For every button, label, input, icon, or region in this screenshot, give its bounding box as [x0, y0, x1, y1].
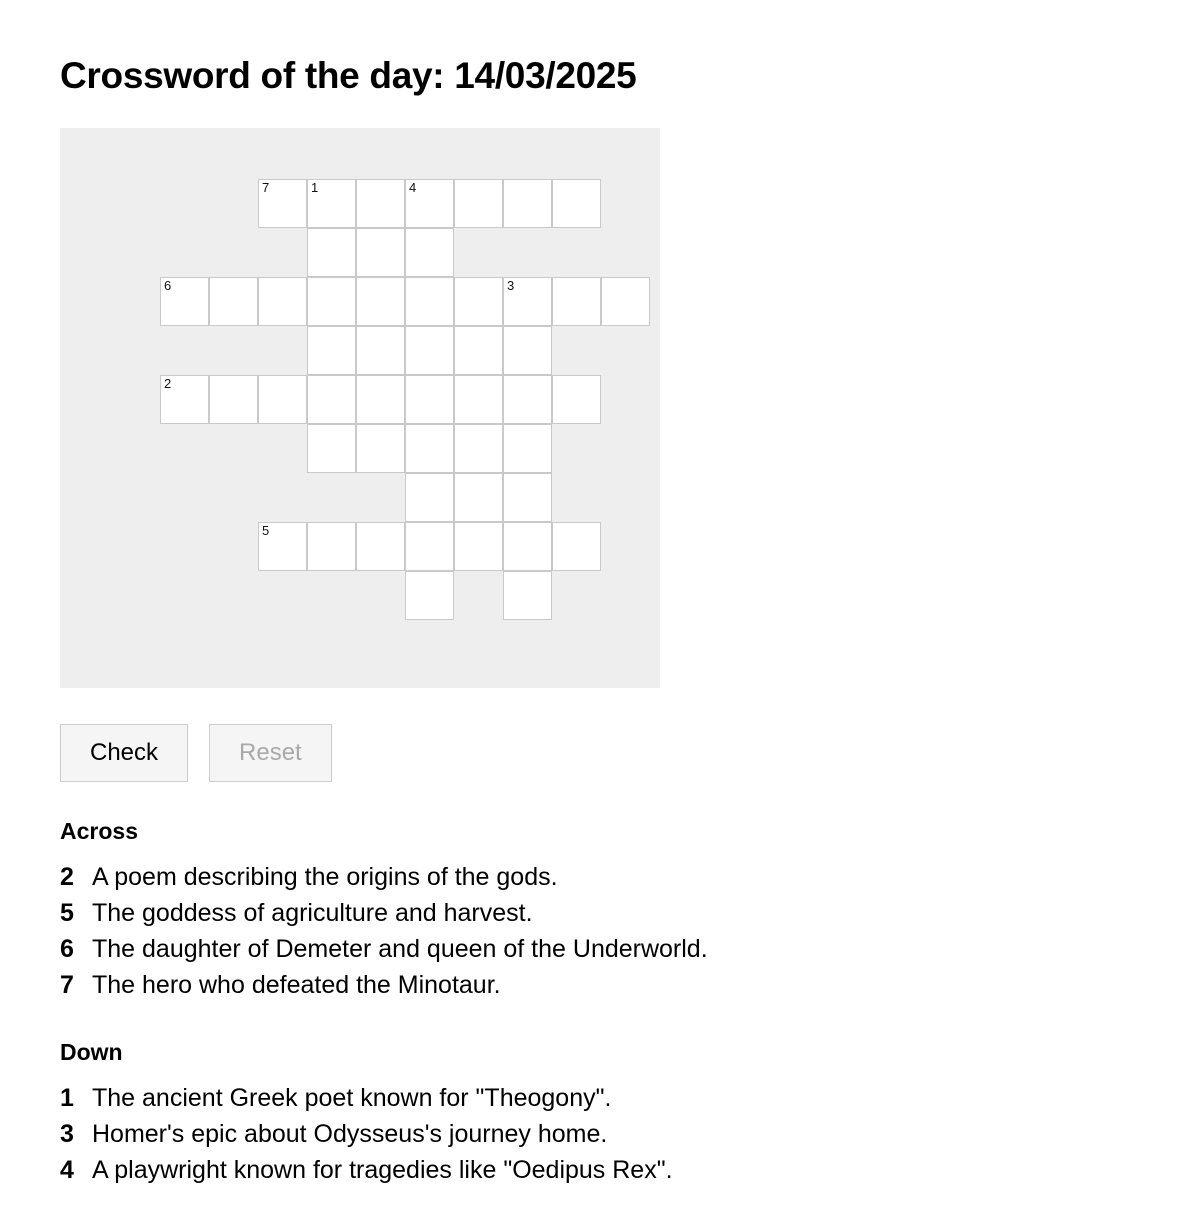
cell-input[interactable]	[504, 572, 551, 619]
crossword-cell[interactable]	[307, 228, 356, 277]
across-clue-item[interactable]	[60, 859, 1200, 895]
crossword-cell[interactable]	[160, 375, 209, 424]
clue-text: The daughter of Demeter and queen of the Underworld.	[92, 935, 708, 964]
cell-input[interactable]	[504, 474, 551, 521]
cell-input[interactable]	[455, 425, 502, 472]
clue-text: The goddess of agriculture and harvest.	[92, 899, 533, 928]
crossword-grid[interactable]	[60, 128, 660, 688]
clue-number: 5	[60, 899, 74, 928]
clue-number: 6	[60, 935, 74, 964]
cell-input[interactable]	[161, 376, 208, 423]
cell-number: 3	[507, 278, 515, 293]
cell-input[interactable]	[357, 425, 404, 472]
crossword-cell[interactable]	[405, 522, 454, 571]
crossword-cell[interactable]	[405, 228, 454, 277]
cell-input[interactable]	[406, 572, 453, 619]
cell-input[interactable]	[504, 425, 551, 472]
cell-input[interactable]	[357, 180, 404, 227]
clue-number: 3	[60, 1120, 74, 1149]
crossword-cell[interactable]	[552, 277, 601, 326]
cell-input[interactable]	[504, 180, 551, 227]
crossword-cell[interactable]	[405, 473, 454, 522]
cell-input[interactable]	[406, 523, 453, 570]
across-heading: Across	[60, 818, 138, 845]
crossword-cell[interactable]	[307, 522, 356, 571]
crossword-cell[interactable]	[405, 277, 454, 326]
clue-number: 1	[60, 1084, 74, 1113]
crossword-cell[interactable]	[454, 375, 503, 424]
crossword-cell[interactable]	[503, 473, 552, 522]
cell-input[interactable]	[504, 376, 551, 423]
down-clue-item[interactable]	[60, 1080, 1200, 1116]
clue-number: 7	[60, 971, 74, 1000]
cell-input[interactable]	[406, 180, 453, 227]
cell-input[interactable]	[504, 278, 551, 325]
crossword-cell[interactable]	[405, 571, 454, 620]
cell-input[interactable]	[357, 278, 404, 325]
cell-input[interactable]	[357, 229, 404, 276]
crossword-cell[interactable]	[258, 375, 307, 424]
crossword-cell[interactable]	[454, 522, 503, 571]
clue-text: A playwright known for tragedies like "Oedipus Rex".	[92, 1156, 673, 1185]
crossword-grid-panel	[60, 128, 660, 688]
cell-input[interactable]	[455, 376, 502, 423]
crossword-cell[interactable]	[503, 277, 552, 326]
reset-button[interactable]: Reset	[209, 724, 332, 782]
cell-input[interactable]	[161, 278, 208, 325]
down-clue-item[interactable]	[60, 1116, 1200, 1152]
crossword-cell[interactable]	[503, 571, 552, 620]
cell-input[interactable]	[553, 180, 600, 227]
crossword-cell[interactable]	[503, 375, 552, 424]
cell-input[interactable]	[455, 180, 502, 227]
cell-input[interactable]	[357, 523, 404, 570]
crossword-cell[interactable]	[356, 424, 405, 473]
clue-number: 4	[60, 1156, 74, 1185]
crossword-cell[interactable]	[405, 179, 454, 228]
cell-input[interactable]	[455, 327, 502, 374]
clue-text: The ancient Greek poet known for "Theogony".	[92, 1084, 612, 1113]
cell-input[interactable]	[357, 327, 404, 374]
crossword-cell[interactable]	[405, 424, 454, 473]
crossword-cell[interactable]	[307, 326, 356, 375]
crossword-cell[interactable]	[454, 424, 503, 473]
cell-input[interactable]	[455, 278, 502, 325]
crossword-cell[interactable]	[258, 522, 307, 571]
cell-input[interactable]	[259, 278, 306, 325]
cell-input[interactable]	[308, 376, 355, 423]
crossword-cell[interactable]	[503, 326, 552, 375]
crossword-cell[interactable]	[258, 277, 307, 326]
across-clue-item[interactable]	[60, 931, 1200, 967]
crossword-cell[interactable]	[601, 277, 650, 326]
cell-input[interactable]	[210, 278, 257, 325]
cell-number: 1	[311, 180, 319, 195]
crossword-cell[interactable]	[307, 277, 356, 326]
crossword-cell[interactable]	[356, 277, 405, 326]
cell-input[interactable]	[308, 229, 355, 276]
crossword-cell[interactable]	[356, 522, 405, 571]
clue-number: 2	[60, 863, 74, 892]
clue-text: The hero who defeated the Minotaur.	[92, 971, 501, 1000]
clue-text: A poem describing the origins of the gods.	[92, 863, 558, 892]
crossword-cell[interactable]	[307, 424, 356, 473]
cell-number: 7	[262, 180, 270, 195]
cell-input[interactable]	[308, 278, 355, 325]
cell-input[interactable]	[259, 376, 306, 423]
cell-input[interactable]	[406, 474, 453, 521]
cell-input[interactable]	[259, 180, 306, 227]
cell-number: 5	[262, 523, 270, 538]
cell-input[interactable]	[308, 327, 355, 374]
cell-input[interactable]	[553, 523, 600, 570]
down-clue-list	[60, 1080, 1200, 1188]
crossword-cell[interactable]	[405, 326, 454, 375]
cell-input[interactable]	[504, 327, 551, 374]
cell-input[interactable]	[504, 523, 551, 570]
cell-input[interactable]	[259, 523, 306, 570]
cell-input[interactable]	[553, 376, 600, 423]
crossword-cell[interactable]	[160, 277, 209, 326]
cell-input[interactable]	[308, 523, 355, 570]
crossword-cell[interactable]	[454, 179, 503, 228]
cell-input[interactable]	[406, 425, 453, 472]
cell-input[interactable]	[357, 376, 404, 423]
cell-input[interactable]	[553, 278, 600, 325]
cell-input[interactable]	[406, 327, 453, 374]
crossword-cell[interactable]	[503, 424, 552, 473]
across-clue-item[interactable]	[60, 967, 1200, 1003]
crossword-cell[interactable]	[503, 522, 552, 571]
crossword-cell[interactable]	[356, 326, 405, 375]
crossword-cell[interactable]	[552, 179, 601, 228]
cell-input[interactable]	[406, 376, 453, 423]
cell-number: 6	[164, 278, 172, 293]
cell-number: 2	[164, 376, 172, 391]
cell-input[interactable]	[308, 180, 355, 227]
crossword-cell[interactable]	[356, 179, 405, 228]
down-clue-item[interactable]	[60, 1152, 1200, 1188]
cell-input[interactable]	[602, 278, 649, 325]
crossword-cell[interactable]	[307, 375, 356, 424]
crossword-cell[interactable]	[405, 375, 454, 424]
crossword-cell[interactable]	[356, 375, 405, 424]
crossword-cell[interactable]	[209, 375, 258, 424]
cell-input[interactable]	[406, 278, 453, 325]
crossword-cell[interactable]	[454, 473, 503, 522]
crossword-cell[interactable]	[258, 179, 307, 228]
cell-input[interactable]	[455, 523, 502, 570]
crossword-cell[interactable]	[552, 375, 601, 424]
cell-input[interactable]	[210, 376, 257, 423]
crossword-cell[interactable]	[454, 277, 503, 326]
crossword-cell[interactable]	[503, 179, 552, 228]
page-title: Crossword of the day: 14/03/2025	[60, 55, 637, 96]
crossword-cell[interactable]	[356, 228, 405, 277]
crossword-cell[interactable]	[307, 179, 356, 228]
cell-input[interactable]	[406, 229, 453, 276]
check-button[interactable]: Check	[60, 724, 188, 782]
cell-input[interactable]	[308, 425, 355, 472]
clue-text: Homer's epic about Odysseus's journey home.	[92, 1120, 608, 1149]
action-buttons	[60, 724, 1200, 782]
crossword-cell[interactable]	[552, 522, 601, 571]
crossword-cell[interactable]	[209, 277, 258, 326]
across-clue-item[interactable]	[60, 895, 1200, 931]
cell-number: 4	[409, 180, 417, 195]
across-clue-list	[60, 859, 1200, 1003]
cell-input[interactable]	[455, 474, 502, 521]
crossword-cell[interactable]	[454, 326, 503, 375]
down-heading: Down	[60, 1039, 123, 1066]
